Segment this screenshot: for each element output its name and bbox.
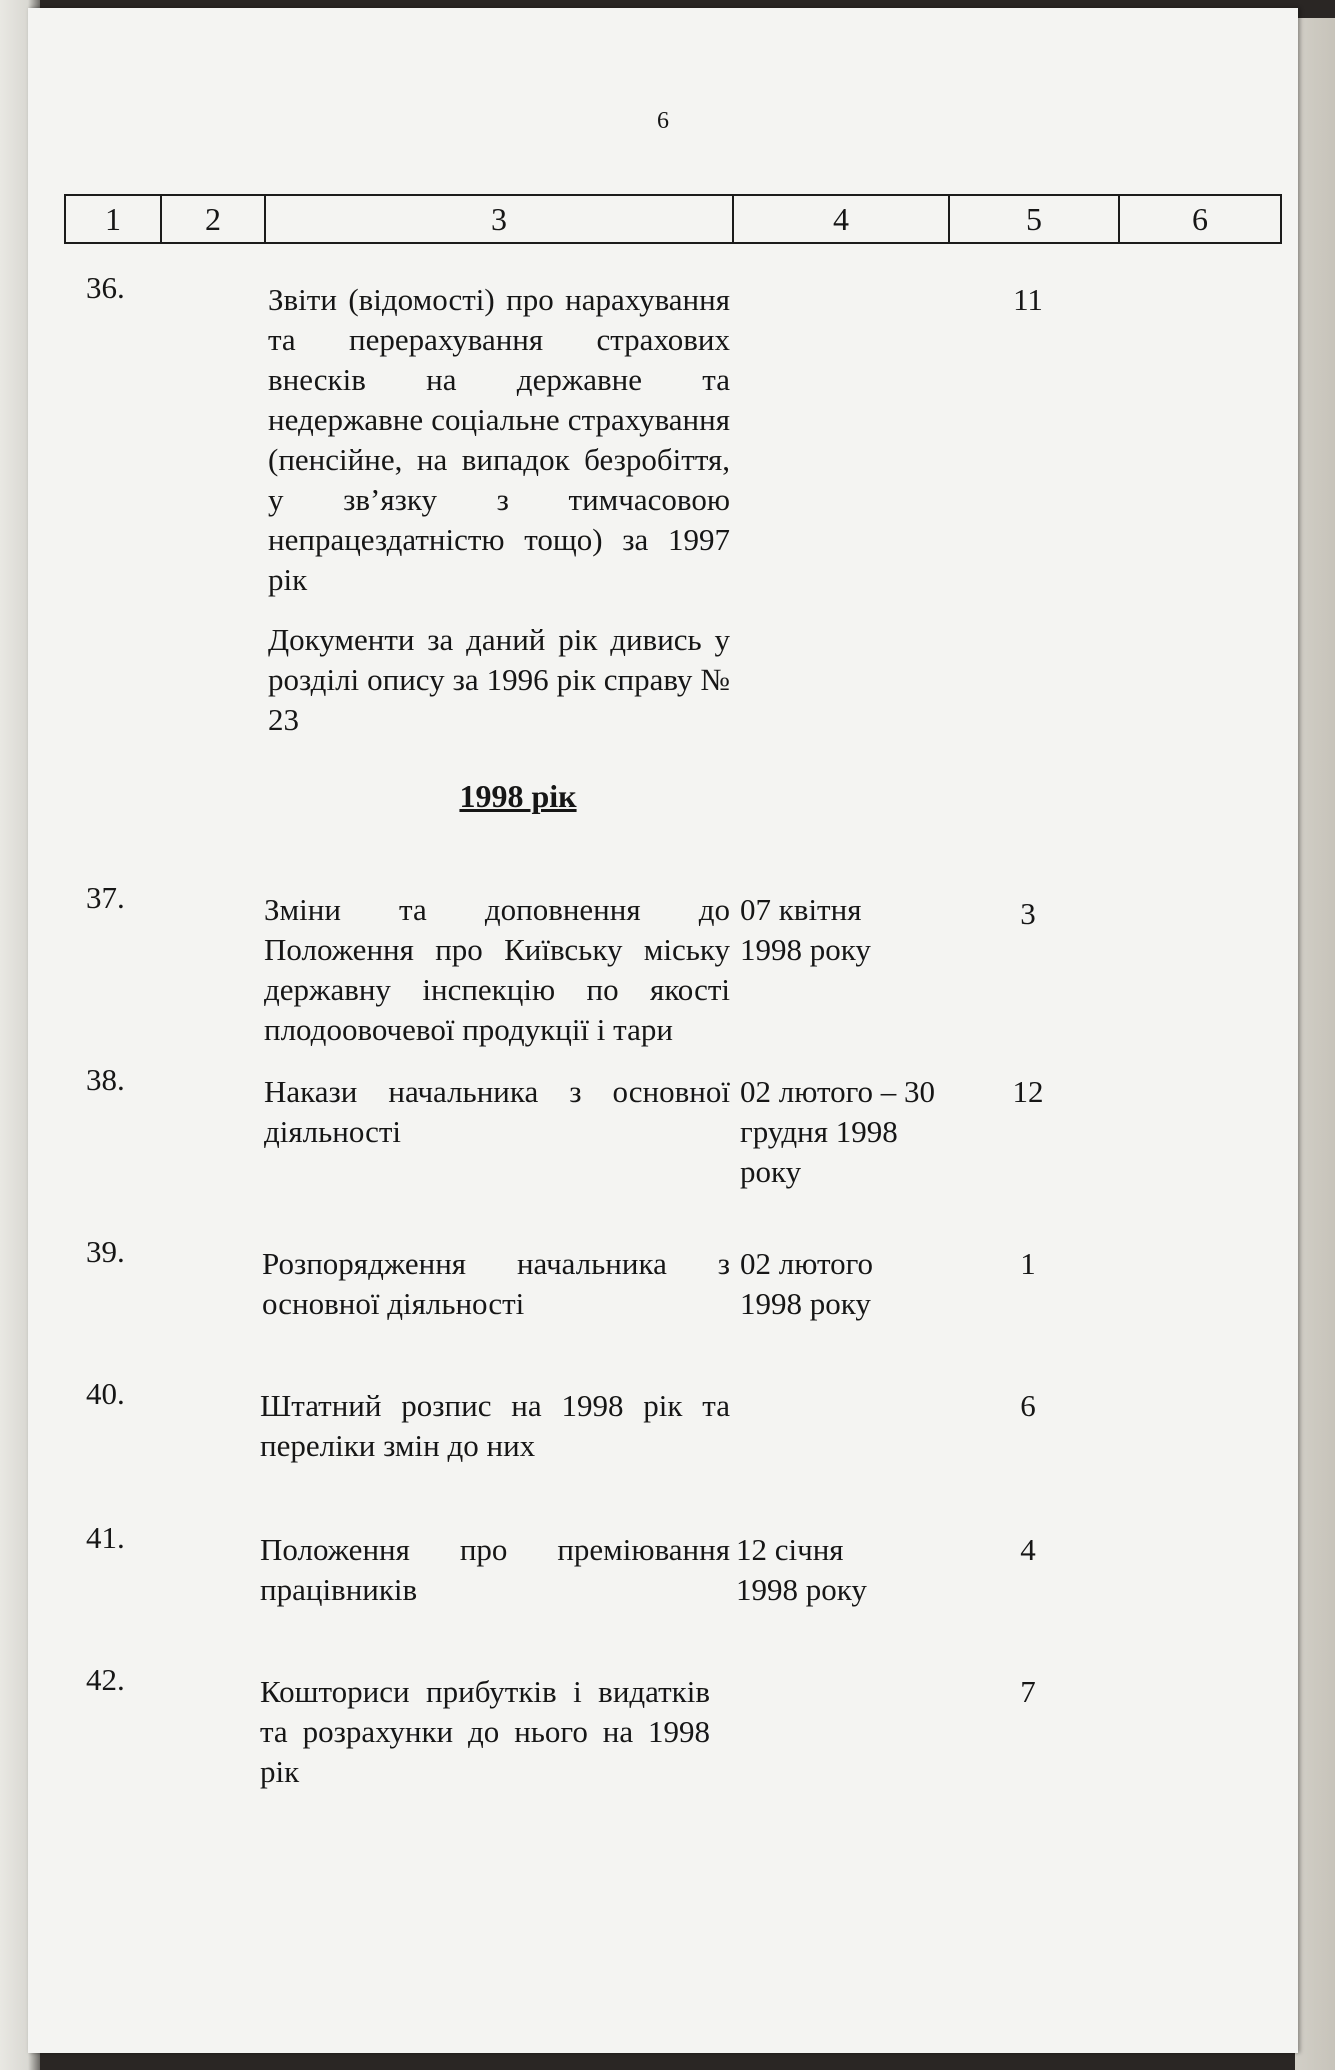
item-number: 39. [86, 1234, 125, 1269]
document-page [28, 8, 1298, 2053]
item-number: 40. [86, 1376, 125, 1411]
page-number: 6 [657, 108, 669, 134]
item-title: Накази начальника з основної діяльності [264, 1074, 730, 1149]
item-dates: 07 квітня 1998 року [740, 892, 871, 967]
item-count: 3 [1020, 896, 1036, 931]
folder-board-edge [1295, 18, 1335, 2070]
item-title: Штатний розпис на 1998 рік та переліки змін до них [260, 1388, 730, 1463]
item-count: 12 [1012, 1074, 1044, 1109]
item-number: 36. [86, 270, 125, 305]
item-number: 38. [86, 1062, 125, 1097]
header-col-1: 1 [66, 196, 162, 242]
item-title: Зміни та доповнення до Положення про Київську міську державну інспекцію по якості плодоовочевої продукції і тари [264, 892, 730, 1047]
item-count: 6 [1020, 1388, 1036, 1423]
item-number: 41. [86, 1520, 125, 1555]
year-heading: 1998 рік [459, 778, 577, 814]
item-count: 11 [1013, 282, 1043, 317]
item-title: Кошториси прибутків і видатків та розрахунки до нього на 1998 рік [260, 1674, 710, 1789]
item-dates: 12 січня 1998 року [736, 1532, 867, 1607]
item-count: 1 [1020, 1246, 1036, 1281]
item-title: Звіти (відомості) про нарахування та перерахування страхових внесків на державне та недержавне соціальне страхування (пенсійне, на випадок безробіття, у зв’язку з тимчасовою непрацездатністю тощо) за 1997 рік [268, 282, 730, 597]
header-col-6: 6 [1192, 200, 1208, 237]
item-dates: 02 лютого – 30 грудня 1998 року [740, 1074, 936, 1189]
item-count: 4 [1020, 1532, 1036, 1567]
table-header-row [64, 194, 1282, 244]
header-col-2: 2 [162, 196, 266, 242]
item-title: Положення про преміювання працівників [260, 1532, 730, 1607]
item-number: 42. [86, 1662, 125, 1697]
item-count: 7 [1020, 1674, 1036, 1709]
cross-reference-note: Документи за даний рік дивись у розділі опису за 1996 рік справу № 23 [268, 622, 730, 737]
item-number: 37. [86, 880, 125, 915]
item-dates: 02 лютого 1998 року [740, 1246, 874, 1321]
header-col-4: 4 [734, 196, 950, 242]
header-col-5: 5 [950, 196, 1120, 242]
item-title: Розпорядження начальника з основної діяльності [262, 1246, 730, 1321]
header-col-3: 3 [266, 196, 734, 242]
